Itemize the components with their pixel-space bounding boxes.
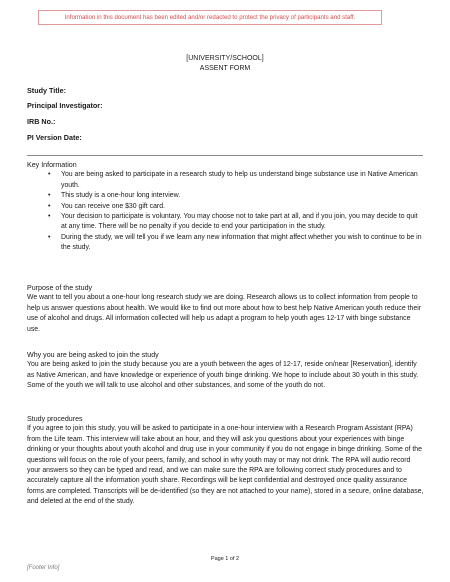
why-section (27, 350, 425, 392)
list-item: • During the study, we will tell you if we learn any new information that might affect whether you wish to continue to be in the study. (61, 233, 425, 254)
key-information-list (27, 170, 425, 253)
document-header (0, 54, 450, 74)
page-number: Page 1 of 2 (210, 556, 240, 562)
purpose-heading: Purpose of the study (27, 284, 93, 292)
irb-number-label: IRB No.: (27, 117, 56, 126)
study-title-label: Study Title: (27, 86, 67, 95)
institution-name: [UNIVERSITY/SCHOOL] (186, 55, 264, 62)
footer-info: [Footer Info] (27, 565, 60, 571)
principal-investigator-label: Principal Investigator: (27, 101, 103, 110)
list-item: • You are being asked to participate in a research study to help us understand binge substance use in Native American youth. (61, 170, 425, 191)
list-item: • This study is a one-hour long interview. (61, 191, 425, 201)
purpose-body: We want to tell you about a one-hour long research study we are doing. Research allows us to collect information from people to help us answer questions about health. We would like to find out more about how to best help Native American youth reduce their use of alcohol and drugs. All information collected will help us adapt a program to help youth ages 12-17 with binge substance use. (27, 294, 422, 333)
why-body: You are being asked to join the study because you are a youth between the ages of 12-17, reside on/near [Reservation], identify as Native American, and have knowledge or experience of youth binge drinking. We hope to include about 30 youth in this study. Some of the youth we will talk to use alcohol and other substances, and some of the youth do not. (27, 361, 419, 390)
key-information-heading: Key Information (27, 161, 77, 169)
key-information-section (27, 160, 425, 254)
why-heading: Why you are being asked to join the study (27, 351, 159, 359)
list-item: • You can receive one $30 gift card. (61, 202, 425, 212)
redaction-notice: Information in this document has been edited and/or redacted to protect the privacy of participants and staff. (38, 10, 382, 25)
form-title: ASSENT FORM (199, 65, 251, 72)
procedures-heading: Study procedures (27, 415, 83, 423)
pi-version-date-label: PI Version Date: (27, 133, 82, 142)
procedures-section (27, 414, 425, 508)
procedures-body: If you agree to join this study, you will be asked to participate in a one-hour interview with a Research Program Assistant (RPA) from the Life team. This interview will take about an hour, and they will ask you questions about your experiences with binge drinking or your thoughts about youth alcohol and drug use in your community if you do not engage in binge drinking. Some of the questions will focus on the role of your peers, family, and school in why youth may or may not drink. The RPA will audio record your answers so they can be typed and read, and we can make sure the RPA are following correct study procedures and to accurately capture all the information youth share. Recordings will be kept confidential and destroyed once quality assurance forms are completed. Transcripts will be de-identified (so they are not attached to your name), stored in a secure, online database, and deleted at the end of the study. (27, 425, 424, 506)
section-divider (27, 155, 423, 156)
list-item: • Your decision to participate is voluntary. You may choose not to take part at all, and if you join, you may decide to quit at any time. There will be no penalty if you decide to end your participation in the study. (61, 212, 425, 233)
purpose-section (27, 283, 425, 335)
